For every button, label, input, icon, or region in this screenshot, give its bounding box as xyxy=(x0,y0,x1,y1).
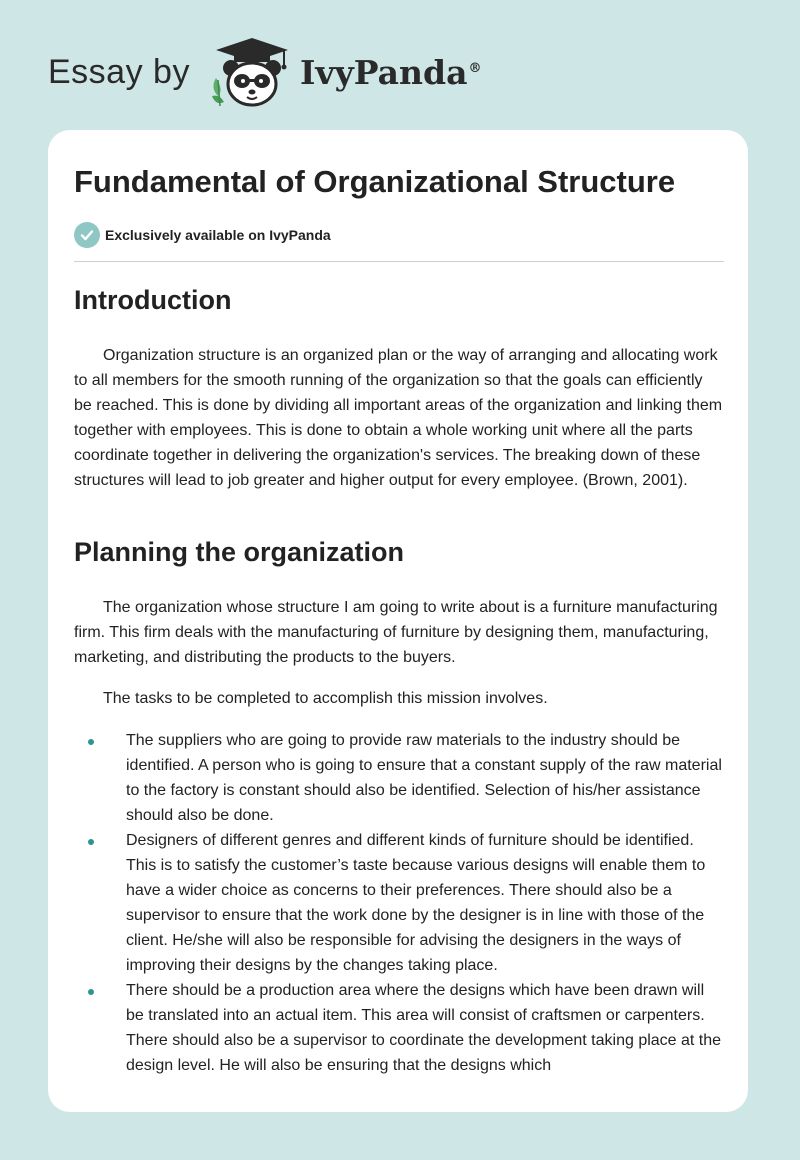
list-item: The suppliers who are going to provide raw materials to the industry should be identified. A person who is going to ensure that a constant supply of the raw material to the factory is constant should also be identified. Selection of his/her assistance should also be done. xyxy=(74,728,724,828)
list-item: Designers of different genres and different kinds of furniture should be identified. This is to satisfy the customer’s taste because various designs will enable them to have a wider choice as concerns to their preferences. There should also be a supervisor to ensure that the work done by the designer is in line with those of the client. He/she will also be responsible for advising the designers in the ways of improving their designs by the changes taking place. xyxy=(74,828,724,978)
badge-label: Exclusively available on IvyPanda xyxy=(105,227,331,243)
list-item: There should be a production area where the designs which have been drawn will be translated into an actual item. This area will consist of craftsmen or carpenters. There should also be a supervisor to coordinate the development taking place at the design level. He will also be ensuring that the designs which xyxy=(74,978,724,1078)
planning-paragraph-2: The tasks to be completed to accomplish this mission involves. xyxy=(103,690,548,707)
brand-header xyxy=(48,36,482,108)
panda-logo-icon[interactable] xyxy=(206,36,298,108)
checkmark-icon xyxy=(74,222,100,248)
registered-mark: ® xyxy=(468,60,482,76)
bullet-icon xyxy=(88,989,94,995)
introduction-paragraph: Organization structure is an organized plan or the way of arranging and allocating work to all members for the smooth running of the organization so that the goals can efficiently be reached. This is done by dividing all important areas of the organization and linking them together with employees. This is done to obtain a whole working unit where all the parts coordinate together in delivering the organization's services. The breaking down of these structures will lead to job greater and higher output for every employee. (Brown, 2001). xyxy=(74,347,723,489)
bullet-icon xyxy=(88,839,94,845)
brand-name[interactable]: IvyPanda® xyxy=(299,52,482,92)
brand-prefix: Essay by xyxy=(48,52,190,91)
bullet-icon xyxy=(88,739,94,745)
section-heading-planning: Planning the organization xyxy=(74,537,404,567)
essay-title: Fundamental of Organizational Structure xyxy=(74,164,676,199)
title-divider xyxy=(74,261,724,262)
planning-paragraph-1: The organization whose structure I am going to write about is a furniture manufacturing firm. This firm deals with the manufacturing of furniture by designing them, manufacturing, marketing, and distributing the products to the buyers. xyxy=(74,599,718,666)
essay-card xyxy=(48,130,748,1112)
section-heading-introduction: Introduction xyxy=(74,285,232,315)
tasks-list xyxy=(74,728,724,1078)
exclusive-badge xyxy=(74,222,331,248)
